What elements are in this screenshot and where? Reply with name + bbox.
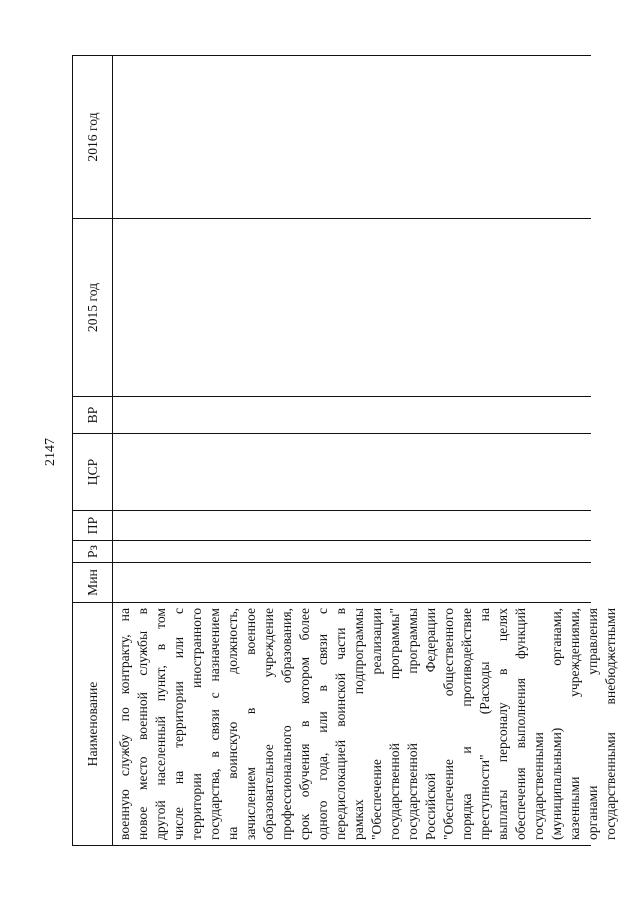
- name-line: профессионального образования,: [279, 608, 294, 840]
- name-line: органами управления: [585, 608, 600, 840]
- name-line: преступности" (Расходы на: [477, 608, 492, 840]
- name-line: на воинскую должность,: [225, 608, 240, 840]
- name-line: выплаты персоналу в целях: [495, 608, 510, 840]
- year-2016-cell: [113, 56, 592, 219]
- budget-table: [72, 55, 618, 846]
- rz-cell: [113, 541, 592, 563]
- name-line: обеспечения выполнения функций: [513, 608, 528, 840]
- name-line: другой населенный пункт, в том: [153, 608, 168, 840]
- name-line: "Обеспечение общественного: [441, 608, 456, 840]
- name-line: передислокацией воинской части в: [333, 608, 348, 840]
- name-line: числе на территории или с: [171, 608, 186, 840]
- header-rz: Рз: [73, 541, 113, 563]
- header-year-2015: 2015 год: [73, 219, 113, 397]
- name-line: казенными учреждениями,: [567, 608, 582, 840]
- name-cell: [113, 603, 618, 846]
- name-line: Российской Федерации: [423, 608, 438, 840]
- header-name: Наименование: [73, 603, 113, 846]
- pr-cell: [113, 511, 592, 541]
- header-year-2016: 2016 год: [73, 56, 113, 219]
- csr-cell: [113, 434, 592, 511]
- name-line: "Обеспечение реализации: [369, 608, 384, 840]
- header-pr: ПР: [73, 511, 113, 541]
- page-number: 2147: [43, 438, 58, 466]
- min-cell: [113, 563, 592, 603]
- name-line: государственной программы: [405, 608, 420, 840]
- name-line: образовательное учреждение: [261, 608, 276, 840]
- table-header-row: [73, 56, 113, 846]
- name-line: рамках подпрограммы: [351, 608, 366, 840]
- name-line: порядка и противодействие: [459, 608, 474, 840]
- table-row: [113, 56, 592, 846]
- name-line: (муниципальными) органами,: [549, 608, 564, 840]
- header-csr: ЦСР: [73, 434, 113, 511]
- name-line: одного года, или в связи с: [315, 608, 330, 840]
- name-text: [113, 603, 618, 845]
- name-line: государственными внебюджетными: [603, 608, 618, 840]
- budget-table-rotated: [72, 56, 618, 846]
- name-line: зачислением в военное: [243, 608, 258, 840]
- name-line: государства, в связи с назначением: [207, 608, 222, 840]
- name-line: военную службу по контракту, на: [117, 608, 132, 840]
- name-line: государственными: [531, 732, 546, 840]
- vr-cell: [113, 397, 592, 434]
- name-line: срок обучения в котором более: [297, 608, 312, 840]
- header-vr: ВР: [73, 397, 113, 434]
- name-line: новое место военной службы в: [135, 608, 150, 840]
- name-line: государственной программы": [387, 608, 402, 840]
- year-2015-cell: [113, 219, 592, 397]
- header-min: Мин: [73, 563, 113, 603]
- name-line: территории иностранного: [189, 608, 204, 840]
